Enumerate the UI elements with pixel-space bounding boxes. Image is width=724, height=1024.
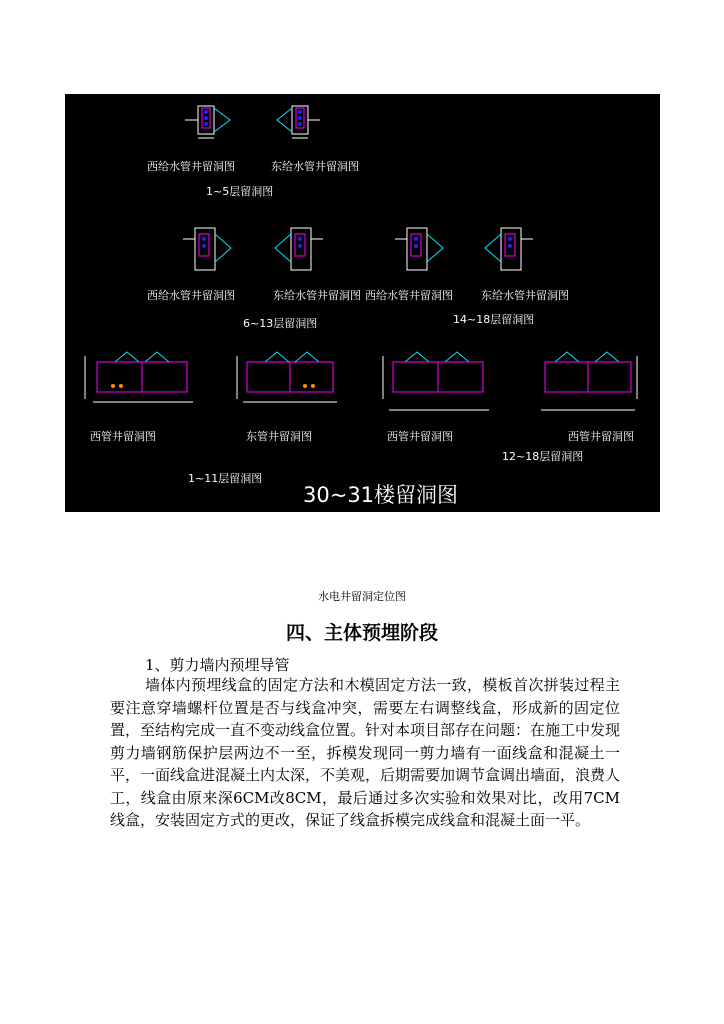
label-floor-14-18: 14~18层留洞图 bbox=[453, 313, 535, 326]
label-east-pipe-2: 东给水管井留洞图 bbox=[273, 289, 361, 302]
cad-drawing-figure bbox=[65, 94, 660, 512]
label-west-shaft-2: 西管井留洞图 bbox=[387, 430, 453, 443]
label-floor-12-18: 12~18层留洞图 bbox=[502, 450, 584, 463]
label-west-pipe-1: 西给水管井留洞图 bbox=[147, 160, 235, 173]
section-heading: 四、主体预埋阶段 bbox=[285, 622, 438, 644]
label-east-shaft-1: 东管井留洞图 bbox=[246, 430, 312, 443]
label-west-shaft-3: 西管井留洞图 bbox=[568, 430, 634, 443]
figure-caption: 水电井留洞定位图 bbox=[318, 590, 406, 603]
label-floor-1-5: 1~5层留洞图 bbox=[206, 185, 274, 198]
label-east-pipe-3: 东给水管井留洞图 bbox=[481, 289, 569, 302]
label-west-shaft-1: 西管井留洞图 bbox=[90, 430, 156, 443]
label-floor-1-11: 1~11层留洞图 bbox=[188, 472, 263, 485]
body-paragraph: 墙体内预埋线盒的固定方法和木模固定方法一致，模板首次拼装过程主要注意穿墙螺杆位置是否与线盒冲突，需要左右调整线盒，形成新的固定位置，至结构完成一直不变动线盒位置。针对本项目部存在问题：在施工中发现剪力墙钢筋保护层两边不一至，拆模发现同一剪力墙有一面线盒和混凝土一平，一面线盒进混凝土内太深，不美观，后期需要加调节盒调出墙面，浪费人工，线盒由原来深6CM改8CM，最后通过多次实验和效果对比，改用7CM线盒，安装固定方式的更改，保证了线盒拆模完成线盒和混凝土面一平。 bbox=[110, 676, 621, 829]
label-title-30-31: 30~31楼留洞图 bbox=[303, 483, 459, 507]
label-east-pipe-1: 东给水管井留洞图 bbox=[271, 160, 359, 173]
label-floor-6-13: 6~13层留洞图 bbox=[243, 317, 318, 330]
subsection-heading: 1、剪力墙内预埋导管 bbox=[145, 656, 290, 674]
label-west-pipe-2: 西给水管井留洞图 bbox=[147, 289, 235, 302]
label-west-pipe-3: 西给水管井留洞图 bbox=[365, 289, 453, 302]
